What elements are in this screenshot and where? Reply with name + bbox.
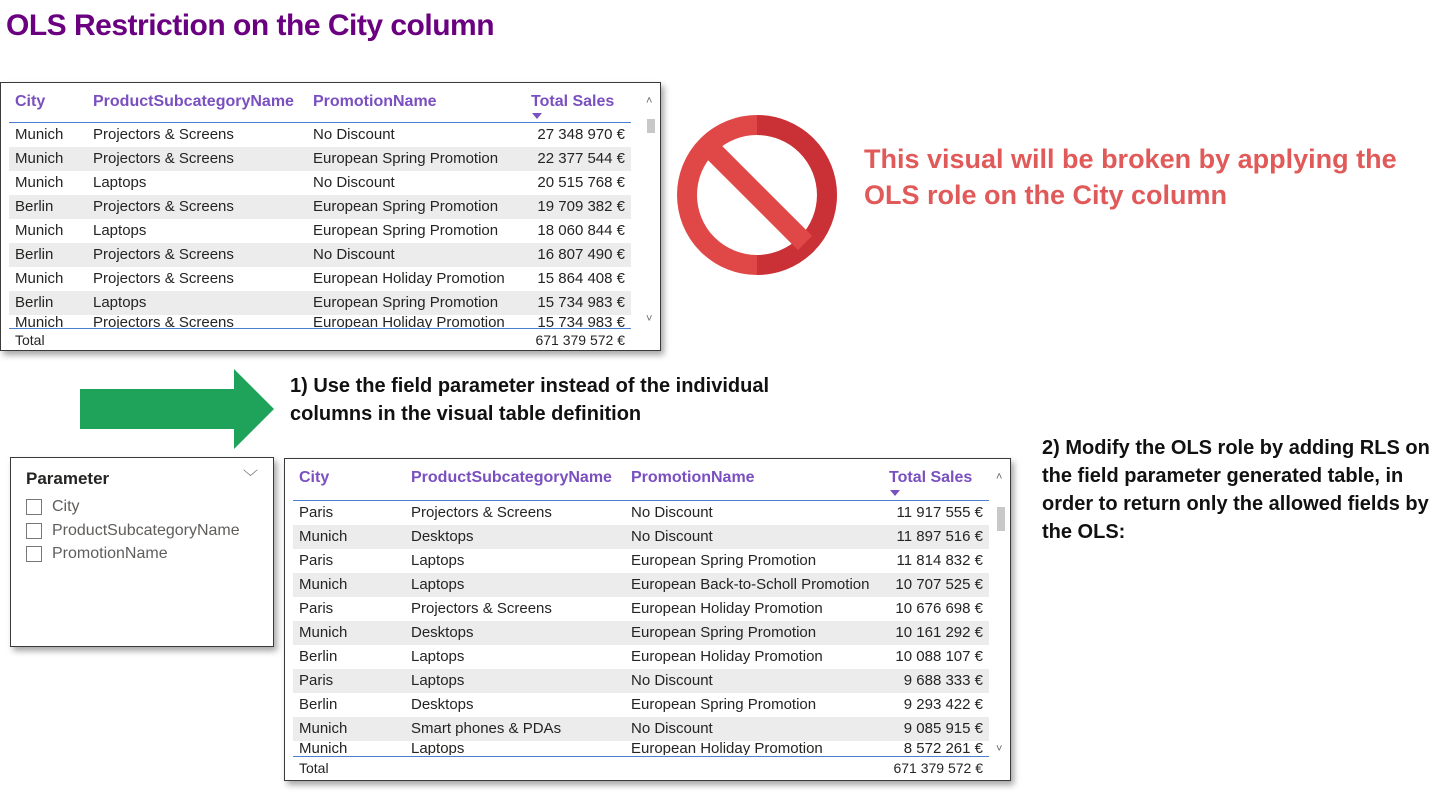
table-row[interactable]: [9, 219, 631, 243]
header-total-sales[interactable]: Total Sales: [531, 93, 615, 110]
table-row[interactable]: [9, 243, 631, 267]
scroll-down-icon[interactable]: ˅: [646, 313, 653, 325]
header-city[interactable]: City: [15, 93, 46, 110]
table-cell: 19 709 382 €: [537, 198, 625, 215]
table-row[interactable]: [293, 573, 989, 597]
sort-desc-icon: [890, 490, 900, 496]
scroll-thumb[interactable]: [647, 119, 655, 133]
table-cell: European Holiday Promotion: [631, 600, 823, 617]
table-cell: European Holiday Promotion: [313, 315, 505, 329]
header-promotion[interactable]: PromotionName: [631, 469, 755, 486]
table-cell: Berlin: [299, 696, 338, 713]
table-cell: 10 676 698 €: [895, 600, 983, 617]
table-row[interactable]: [293, 645, 989, 669]
table-cell: Munich: [299, 576, 348, 593]
table-row[interactable]: [293, 501, 989, 525]
table-cell: Munich: [299, 741, 348, 755]
table-row[interactable]: [293, 741, 989, 755]
table-row[interactable]: [9, 147, 631, 171]
table-cell: Munich: [15, 222, 64, 239]
table-cell: Projectors & Screens: [93, 150, 234, 167]
header-total-sales[interactable]: Total Sales: [889, 469, 973, 486]
table-cell: Munich: [15, 126, 64, 143]
table-cell: 15 734 983 €: [537, 294, 625, 311]
parameter-slicer[interactable]: [10, 457, 274, 647]
table-cell: Paris: [299, 672, 334, 689]
table-body: [9, 123, 631, 315]
table-cell: Laptops: [411, 552, 465, 569]
table-cell: 15 864 408 €: [537, 270, 625, 287]
table-cell: European Holiday Promotion: [313, 270, 505, 287]
sales-table-visual-original[interactable]: [0, 82, 661, 351]
table-cell: 9 688 333 €: [903, 672, 983, 689]
table-cell: 22 377 544 €: [537, 150, 625, 167]
arrow-right-icon: [80, 369, 274, 449]
total-row: [293, 756, 989, 778]
table-cell: 16 807 490 €: [537, 246, 625, 263]
header-city[interactable]: City: [299, 469, 330, 486]
sales-table-visual-field-parameter[interactable]: [284, 458, 1011, 781]
table-cell: No Discount: [313, 126, 395, 143]
table-grid: [293, 459, 989, 755]
table-cell: Munich: [299, 624, 348, 641]
table-cell: Desktops: [411, 696, 474, 713]
table-cell: 15 734 983 €: [537, 315, 625, 329]
step1-text: 1) Use the field parameter instead of the individual columns in the visual table definition: [290, 375, 769, 425]
table-cell: Projectors & Screens: [93, 246, 234, 263]
table-cell: No Discount: [631, 528, 713, 545]
table-cell: 9 293 422 €: [903, 696, 983, 713]
table-cell: Berlin: [15, 294, 54, 311]
table-header: [293, 459, 989, 501]
table-cell: Berlin: [15, 198, 54, 215]
vertical-scrollbar[interactable]: [995, 471, 1007, 757]
header-product-subcategory[interactable]: ProductSubcategoryName: [411, 469, 612, 486]
table-cell: Munich: [15, 315, 64, 329]
table-row[interactable]: [293, 669, 989, 693]
table-row[interactable]: [293, 693, 989, 717]
table-cell: Paris: [299, 552, 334, 569]
table-row[interactable]: [9, 291, 631, 315]
table-cell: 18 060 844 €: [537, 222, 625, 239]
table-cell: Smart phones & PDAs: [411, 720, 562, 737]
header-promotion[interactable]: PromotionName: [313, 93, 437, 110]
table-cell: Laptops: [411, 648, 465, 665]
table-row[interactable]: [9, 171, 631, 195]
table-row[interactable]: [9, 267, 631, 291]
header-product-subcategory[interactable]: ProductSubcategoryName: [93, 93, 294, 110]
table-cell: Projectors & Screens: [411, 504, 552, 521]
table-row[interactable]: [293, 597, 989, 621]
table-cell: European Spring Promotion: [631, 624, 817, 641]
scroll-up-icon[interactable]: ˄: [646, 95, 653, 107]
table-cell: 8 572 261 €: [903, 741, 983, 755]
table-row[interactable]: [293, 549, 989, 573]
table-cell: 10 161 292 €: [895, 624, 983, 641]
table-cell: 11 814 832 €: [896, 552, 983, 569]
option-label: ProductSubcategoryName: [52, 522, 240, 539]
table-cell: No Discount: [631, 504, 713, 521]
table-cell: Laptops: [93, 294, 147, 311]
table-cell: 10 088 107 €: [895, 648, 983, 665]
table-cell: Paris: [299, 600, 334, 617]
table-cell: 11 897 516 €: [896, 528, 983, 545]
scroll-thumb[interactable]: [997, 507, 1005, 531]
checkbox[interactable]: [26, 546, 42, 562]
table-cell: European Spring Promotion: [631, 552, 817, 569]
table-cell: Projectors & Screens: [411, 600, 552, 617]
total-row: [9, 328, 631, 350]
table-cell: Projectors & Screens: [93, 198, 234, 215]
table-cell: Berlin: [299, 648, 338, 665]
total-label: Total: [15, 332, 45, 348]
table-row[interactable]: [9, 195, 631, 219]
table-cell: Desktops: [411, 624, 474, 641]
table-grid: [9, 83, 631, 329]
table-cell: Laptops: [93, 222, 147, 239]
scroll-down-icon[interactable]: ˅: [996, 743, 1003, 755]
vertical-scrollbar[interactable]: [645, 95, 657, 325]
total-value: 671 379 572 €: [535, 332, 625, 348]
sort-desc-icon: [532, 113, 542, 119]
table-cell: No Discount: [313, 174, 395, 191]
table-cell: Munich: [15, 270, 64, 287]
step2-text: 2) Modify the OLS role by adding RLS on the field parameter generated table, in order to return only the allowed fields by the OLS:: [1042, 437, 1430, 543]
checkbox[interactable]: [26, 523, 42, 539]
table-cell: Laptops: [93, 174, 147, 191]
warning-text: This visual will be broken by applying the OLS role on the City column: [864, 144, 1397, 210]
option-label: City: [52, 498, 80, 515]
table-cell: Projectors & Screens: [93, 270, 234, 287]
option-label: PromotionName: [52, 545, 168, 562]
table-cell: 20 515 768 €: [537, 174, 625, 191]
table-cell: Munich: [299, 720, 348, 737]
table-cell: Paris: [299, 504, 334, 521]
table-cell: European Spring Promotion: [313, 222, 499, 239]
table-cell: Berlin: [15, 246, 54, 263]
table-row-partial: [9, 315, 631, 329]
page-title: OLS Restriction on the City column: [6, 9, 495, 42]
table-cell: European Holiday Promotion: [631, 648, 823, 665]
checkbox[interactable]: [26, 499, 42, 515]
table-row[interactable]: [293, 717, 989, 741]
table-cell: 10 707 525 €: [895, 576, 983, 593]
table-cell: European Spring Promotion: [313, 198, 499, 215]
forbidden-sign-icon: [676, 114, 838, 276]
table-cell: 27 348 970 €: [537, 126, 625, 143]
table-cell: Munich: [15, 174, 64, 191]
table-cell: 9 085 915 €: [903, 720, 983, 737]
table-cell: European Holiday Promotion: [631, 741, 823, 755]
table-cell: Laptops: [411, 576, 465, 593]
table-body: [293, 501, 989, 755]
table-row[interactable]: [9, 123, 631, 147]
table-cell: 11 917 555 €: [896, 504, 983, 521]
slicer-title: Parameter: [26, 469, 110, 488]
total-label: Total: [299, 760, 329, 776]
table-cell: European Spring Promotion: [313, 150, 499, 167]
table-cell: No Discount: [631, 720, 713, 737]
scroll-up-icon[interactable]: ˄: [996, 471, 1003, 483]
table-row[interactable]: [293, 621, 989, 645]
table-cell: Projectors & Screens: [93, 315, 234, 329]
chevron-down-icon[interactable]: ﹀: [243, 469, 259, 486]
table-cell: European Back-to-Scholl Promotion: [631, 576, 870, 593]
table-cell: Laptops: [411, 672, 465, 689]
table-cell: Laptops: [411, 741, 465, 755]
table-cell: Munich: [15, 150, 64, 167]
table-row[interactable]: [293, 525, 989, 549]
table-cell: European Spring Promotion: [313, 294, 499, 311]
table-cell: Projectors & Screens: [93, 126, 234, 143]
table-cell: Desktops: [411, 528, 474, 545]
table-header: [9, 83, 631, 123]
table-cell: No Discount: [631, 672, 713, 689]
total-value: 671 379 572 €: [893, 760, 983, 776]
table-cell: Munich: [299, 528, 348, 545]
table-cell: No Discount: [313, 246, 395, 263]
table-cell: European Spring Promotion: [631, 696, 817, 713]
